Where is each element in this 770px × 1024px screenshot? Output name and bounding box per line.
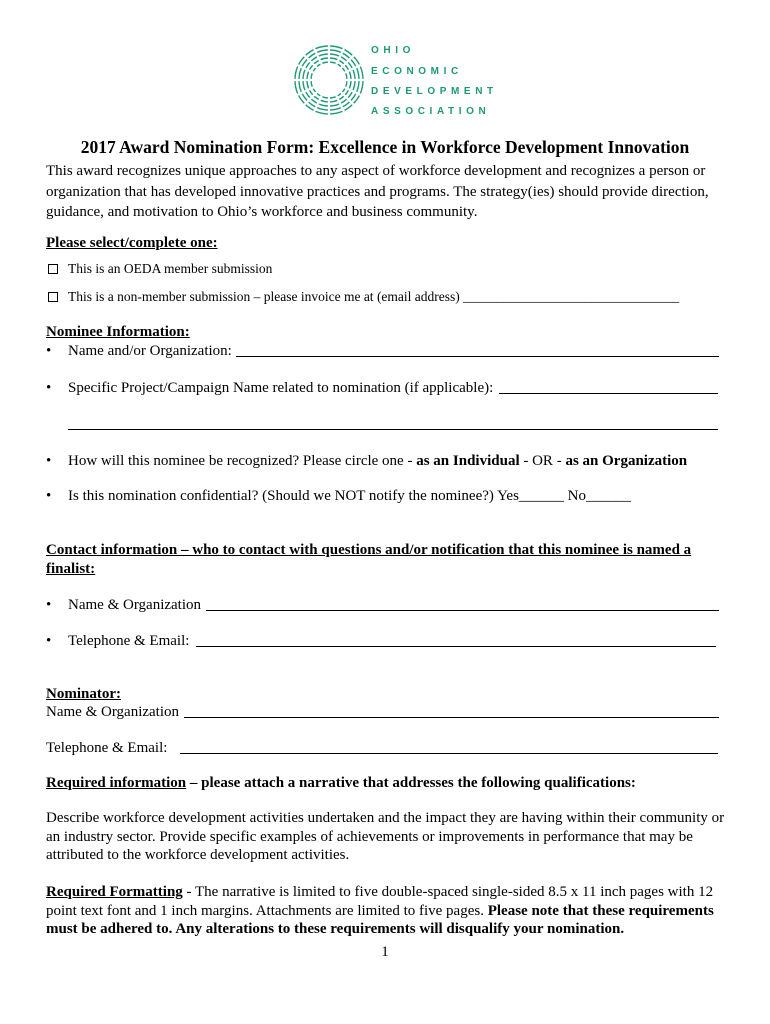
select-heading: Please select/complete one: [46,235,218,251]
confidential-question: Is this nomination confidential? (Should we NOT notify the nominee?) Yes______ No______ [68,488,631,504]
bullet-icon: • [46,343,52,359]
nonmember-checkbox[interactable] [48,292,58,302]
logo-text-economic: ECONOMIC [371,66,463,77]
required-info-heading: Required information – please attach a narrative that addresses the following qualifications: [46,775,636,791]
nominator-phone-label: Telephone & Email: [46,740,168,756]
page-title: 2017 Award Nomination Form: Excellence in Workforce Development Innovation [80,137,690,157]
project-name-field-line2[interactable] [68,429,718,430]
logo-text-association: ASSOCIATION [371,106,491,117]
contact-phone-field[interactable] [196,646,716,647]
nominator-name-label: Name & Organization [46,704,180,720]
nominator-phone-field[interactable] [180,753,718,754]
bullet-icon: • [46,633,52,649]
logo-text-development: DEVELOPMENT [371,86,498,97]
member-checkbox[interactable] [48,264,58,274]
nominee-name-label: Name and/or Organization: [68,343,232,359]
intro-paragraph: This award recognizes unique approaches to any aspect of workforce development and recognizes a person or organization that has developed innovative practices and programs. The strategy(ies) should provide direction, guidance, and motivation to Ohio’s workforce and business community. [46,163,709,220]
contact-phone-label: Telephone & Email: [68,633,190,649]
describe-paragraph: Describe workforce development activities undertaken and the impact they are having within their community or an industry sector. Provide specific examples of achievements or improvements in performance that may be attributed to the workforce development activities. [46,810,725,863]
nonmember-option-label: This is a non-member submission – please invoice me at (email address) ________________________________ [68,289,680,304]
nominator-heading: Nominator: [46,686,121,702]
nominator-name-field[interactable] [184,717,719,718]
oeda-logo-icon [293,44,365,116]
as-individual-option[interactable]: as an Individual [416,453,520,469]
bullet-icon: • [46,488,52,504]
nominee-name-field[interactable] [236,356,719,357]
contact-name-field[interactable] [206,610,719,611]
contact-heading: Contact information – who to contact with questions and/or notification that this nominee is named a finalist: [46,542,692,577]
as-organization-option[interactable]: as an Organization [565,453,688,469]
recognition-question: How will this nominee be recognized? Please circle one - as an Individual - OR - as an Organization [68,453,688,469]
member-option-label: This is an OEDA member submission [68,261,273,276]
project-name-label: Specific Project/Campaign Name related to nomination (if applicable): [68,380,494,396]
logo-text-ohio: OHIO [371,45,415,56]
contact-name-label: Name & Organization [68,597,202,613]
page-number: 1 [381,944,389,960]
bullet-icon: • [46,380,52,396]
nominee-heading: Nominee Information: [46,324,190,340]
project-name-field[interactable] [499,393,718,394]
bullet-icon: • [46,597,52,613]
formatting-paragraph: Required Formatting - The narrative is limited to five double-spaced single-sided 8.5 x 11 inch pages with 12 point text font and 1 inch margins. Attachments are limited to five pages. Please note that these requirements must be adhered to. Any alterations to these requirements will disqualify your nomination. [46,884,714,937]
bullet-icon: • [46,453,52,469]
